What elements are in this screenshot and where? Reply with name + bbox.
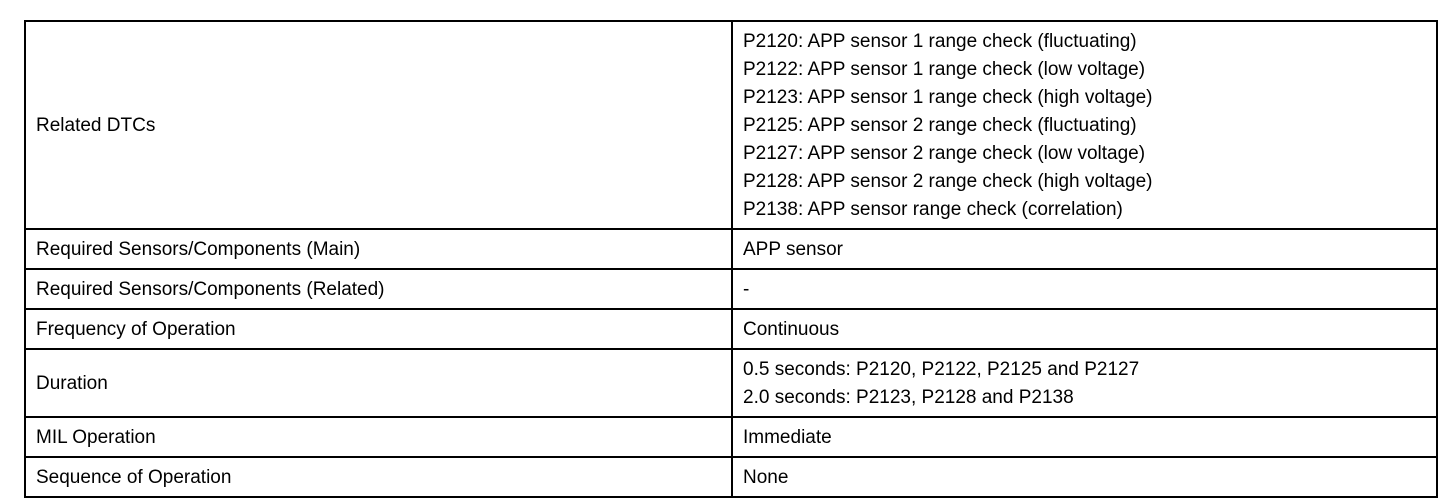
row-value [732,349,1437,417]
table-row-frequency [25,309,1437,349]
dtc-line: P2122: APP sensor 1 range check (low voltage) [743,58,1146,80]
row-label: Frequency of Operation [25,309,732,349]
row-value [732,229,1437,269]
dtc-line: P2125: APP sensor 2 range check (fluctuating) [743,114,1137,136]
table-row-required-related [25,269,1437,309]
value-line: Continuous [743,318,840,340]
table-row-duration [25,349,1437,417]
dtc-line: P2138: APP sensor range check (correlation) [743,198,1123,220]
value-line: None [743,466,789,488]
value-line: - [743,278,750,300]
row-label: MIL Operation [25,417,732,457]
row-value [732,457,1437,497]
value-line: Immediate [743,426,832,448]
spec-table [24,20,1438,498]
dtc-line: P2120: APP sensor 1 range check (fluctuating) [743,30,1137,52]
row-value [732,269,1437,309]
table-row-sequence [25,457,1437,497]
dtc-line: P2123: APP sensor 1 range check (high voltage) [743,86,1153,108]
dtc-line: P2127: APP sensor 2 range check (low voltage) [743,142,1146,164]
row-label: Duration [25,349,732,417]
value-line: 0.5 seconds: P2120, P2122, P2125 and P2127 [743,358,1140,380]
table-row-required-main [25,229,1437,269]
row-value [732,21,1437,229]
row-value [732,309,1437,349]
row-value [732,417,1437,457]
value-line: APP sensor [743,238,843,260]
table-row-related-dtcs [25,21,1437,229]
row-label: Related DTCs [25,21,732,229]
row-label: Required Sensors/Components (Main) [25,229,732,269]
value-line: 2.0 seconds: P2123, P2128 and P2138 [743,386,1074,408]
row-label: Sequence of Operation [25,457,732,497]
table-row-mil-operation [25,417,1437,457]
row-label: Required Sensors/Components (Related) [25,269,732,309]
dtc-line: P2128: APP sensor 2 range check (high voltage) [743,170,1153,192]
